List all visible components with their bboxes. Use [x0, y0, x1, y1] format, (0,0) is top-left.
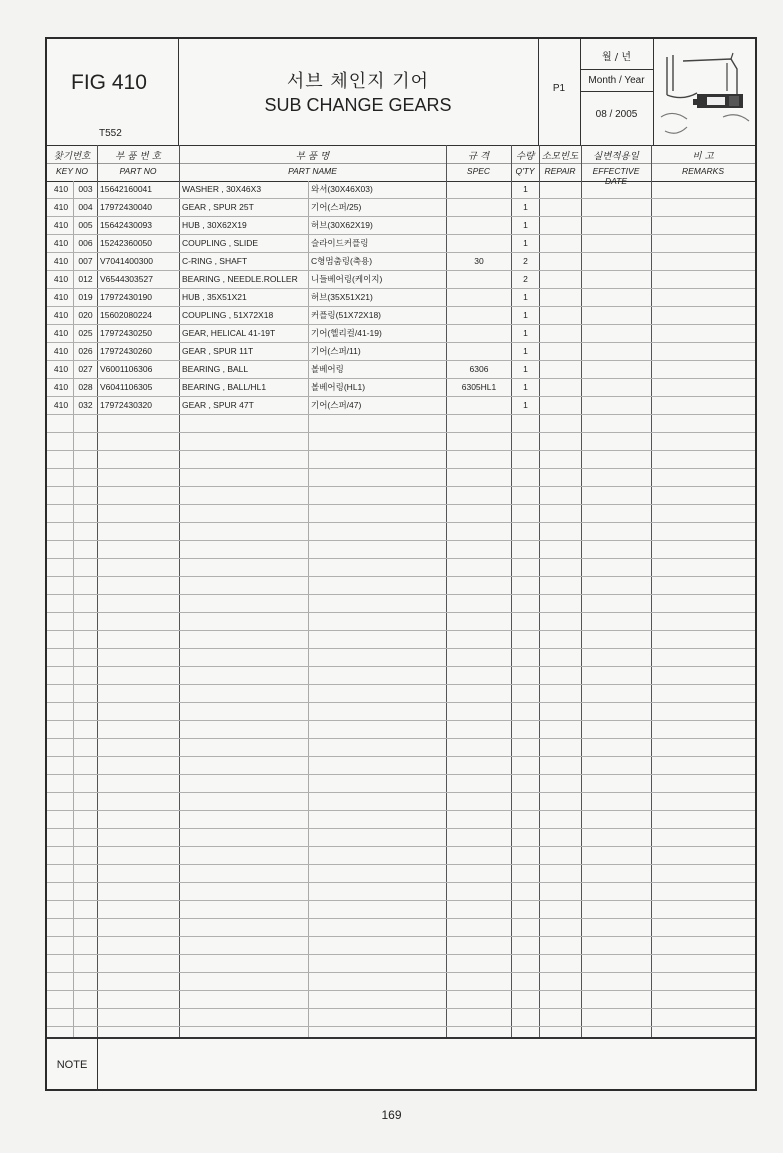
qty-cell: 1 — [523, 328, 528, 338]
table-row — [47, 199, 755, 217]
part-name-ko-cell: 기어(스퍼/47) — [311, 400, 362, 410]
spec-cell — [447, 181, 511, 198]
key-no-cell: 004 — [78, 202, 93, 212]
key-no-cell: 005 — [78, 220, 93, 230]
table-row — [47, 451, 755, 469]
table-row — [47, 559, 755, 577]
part-name-ko-cell: 기어(스퍼/11) — [311, 346, 361, 356]
col-remarks: 비 고 REMARKS — [681, 151, 725, 176]
page-number: 169 — [381, 1108, 402, 1122]
part-name-en-cell: HUB , 30X62X19 — [182, 220, 247, 230]
page-code-cell — [538, 39, 581, 145]
part-name-ko-cell: 커플링(51X72X18) — [311, 310, 381, 320]
part-name-ko-cell: 볼베어링 — [311, 364, 344, 374]
qty-cell: 1 — [523, 292, 528, 302]
table-row — [47, 721, 755, 739]
part-name-ko-cell: 니들베어링(케이지) — [311, 274, 383, 284]
table-row — [47, 667, 755, 685]
table-row — [47, 991, 755, 1009]
part-name-ko-cell: 와셔(30X46X03) — [311, 184, 373, 194]
key-no-cell: 025 — [78, 328, 93, 338]
table-row — [47, 235, 755, 253]
table-row — [47, 811, 755, 829]
key-no-cell: 007 — [78, 256, 93, 266]
part-name-en-cell: COUPLING , SLIDE — [182, 238, 259, 248]
part-no-cell: 17972430040 — [100, 202, 153, 212]
col-spec: 규 격 SPEC — [466, 151, 491, 176]
table-row — [47, 631, 755, 649]
table-row — [47, 595, 755, 613]
spec-cell: 6306 — [469, 364, 489, 374]
table-row — [47, 901, 755, 919]
table-row — [47, 865, 755, 883]
qty-cell: 1 — [523, 382, 528, 392]
key-fig-cell: 410 — [53, 364, 69, 374]
part-no-cell: 17972430190 — [100, 292, 153, 302]
table-row — [47, 397, 755, 415]
note-area — [47, 1037, 755, 1091]
date-divider — [580, 91, 653, 92]
part-no-cell: 15242360050 — [100, 238, 153, 248]
table-row — [47, 793, 755, 811]
date-value: 08 / 2005 — [595, 109, 638, 120]
table-row — [47, 919, 755, 937]
table-row — [47, 253, 755, 271]
part-name-ko-cell: 허브(35X51X21) — [311, 292, 373, 302]
key-no-cell: 027 — [78, 364, 93, 374]
key-fig-cell: 410 — [53, 184, 69, 194]
spec-cell — [447, 217, 511, 234]
qty-cell: 1 — [523, 310, 528, 320]
part-no-cell: V7041400300 — [100, 256, 153, 266]
table-row — [47, 577, 755, 595]
key-fig-cell: 410 — [53, 238, 69, 248]
qty-cell: 1 — [523, 220, 528, 230]
spec-cell: 30 — [474, 256, 484, 266]
parts-sheet — [45, 37, 757, 1091]
qty-cell: 1 — [523, 400, 528, 410]
table-row — [47, 757, 755, 775]
part-no-cell: 17972430250 — [100, 328, 153, 338]
part-no-cell: 17972430260 — [100, 346, 153, 356]
qty-cell: 2 — [523, 256, 528, 266]
qty-cell: 1 — [523, 346, 528, 356]
spec-cell — [447, 397, 511, 414]
tractor-icon — [653, 39, 755, 145]
part-no-cell: V6041106305 — [100, 382, 153, 392]
key-no-cell: 026 — [78, 346, 93, 356]
key-no-cell: 019 — [78, 292, 93, 302]
key-fig-cell: 410 — [53, 274, 69, 284]
key-fig-cell: 410 — [53, 328, 69, 338]
table-row — [47, 271, 755, 289]
column-header-row — [47, 145, 755, 186]
title-cell — [178, 39, 539, 145]
fig-number: FIG 410 — [71, 71, 147, 94]
table-row — [47, 325, 755, 343]
sheet-header — [47, 39, 755, 146]
key-fig-cell: 410 — [53, 310, 69, 320]
table-row — [47, 739, 755, 757]
key-fig-cell: 410 — [53, 382, 69, 392]
part-name-ko-cell: C형멈춤링(축용) — [311, 256, 373, 266]
qty-cell: 1 — [523, 238, 528, 248]
qty-cell: 1 — [523, 364, 528, 374]
qty-cell: 1 — [523, 202, 528, 212]
part-name-en-cell: GEAR , SPUR 47T — [182, 400, 254, 410]
part-name-en-cell: WASHER , 30X46X3 — [182, 184, 262, 194]
part-name-en-cell: HUB , 35X51X21 — [182, 292, 247, 302]
col-effective-date: 실변적용일 EFFECTIVE DATE — [592, 151, 640, 186]
title-english: SUB CHANGE GEARS — [264, 95, 452, 115]
key-no-cell: 003 — [78, 184, 93, 194]
key-no-cell: 028 — [78, 382, 93, 392]
table-row — [47, 649, 755, 667]
qty-cell: 1 — [523, 184, 528, 194]
spec-cell — [447, 289, 511, 306]
table-row — [47, 415, 755, 433]
col-repair: 소모빈도 REPAIR — [541, 151, 579, 176]
col-key: 찾기번호 KEY NO — [53, 151, 91, 176]
table-row — [47, 361, 755, 379]
table-row — [47, 505, 755, 523]
part-name-ko-cell: 기어(헬리컬/41-19) — [311, 328, 382, 338]
part-name-en-cell: C-RING , SHAFT — [182, 256, 248, 266]
table-row — [47, 343, 755, 361]
key-no-cell: 032 — [78, 400, 93, 410]
spec-cell — [447, 199, 511, 216]
date-divider — [580, 69, 653, 70]
header-divider — [47, 163, 755, 164]
part-name-ko-cell: 허브(30X62X19) — [311, 220, 373, 230]
table-row — [47, 613, 755, 631]
date-label-english: Month / Year — [588, 75, 645, 86]
key-fig-cell: 410 — [53, 292, 69, 302]
part-no-cell: 15642430093 — [100, 220, 153, 230]
note-label: NOTE — [47, 1039, 98, 1091]
table-row — [47, 541, 755, 559]
part-name-en-cell: BEARING , NEEDLE.ROLLER — [182, 274, 298, 284]
table-row — [47, 883, 755, 901]
table-row — [47, 181, 755, 199]
table-row — [47, 829, 755, 847]
part-no-cell: V6544303527 — [100, 274, 153, 284]
title-korean: 서브 체인지 기어 — [286, 71, 430, 92]
key-no-cell: 006 — [78, 238, 93, 248]
part-no-cell: 15642160041 — [100, 184, 153, 194]
date-cell — [580, 39, 654, 145]
table-row — [47, 1009, 755, 1027]
key-no-cell: 020 — [78, 310, 93, 320]
key-no-cell: 012 — [78, 274, 93, 284]
parts-table-body — [47, 181, 755, 1037]
part-name-en-cell: COUPLING , 51X72X18 — [182, 310, 274, 320]
key-fig-cell: 410 — [53, 220, 69, 230]
table-row — [47, 289, 755, 307]
part-name-en-cell: GEAR, HELICAL 41-19T — [182, 328, 276, 338]
col-part-name: 부 품 명 PART NAME — [288, 151, 337, 176]
part-name-ko-cell: 슬라이드커플링 — [311, 238, 369, 248]
key-fig-cell: 410 — [53, 346, 69, 356]
part-name-en-cell: BEARING , BALL/HL1 — [182, 382, 267, 392]
table-row — [47, 469, 755, 487]
spec-cell — [447, 235, 511, 252]
spec-cell — [447, 307, 511, 324]
part-no-cell: 15602080224 — [100, 310, 153, 320]
table-row — [47, 973, 755, 991]
table-row — [47, 487, 755, 505]
spec-cell — [447, 271, 511, 288]
date-label-korean: 월 / 년 — [601, 52, 632, 63]
key-fig-cell: 410 — [53, 256, 69, 266]
key-fig-cell: 410 — [53, 202, 69, 212]
table-row — [47, 703, 755, 721]
table-row — [47, 523, 755, 541]
table-row — [47, 937, 755, 955]
table-row — [47, 955, 755, 973]
part-name-en-cell: GEAR , SPUR 11T — [182, 346, 254, 356]
part-name-ko-cell: 볼베어링(HL1) — [311, 382, 366, 392]
table-row — [47, 433, 755, 451]
spec-cell: 6305HL1 — [461, 382, 497, 392]
model-code: T552 — [99, 128, 122, 139]
part-no-cell: V6001106306 — [100, 364, 153, 374]
qty-cell: 2 — [523, 274, 528, 284]
table-row — [47, 307, 755, 325]
spec-cell — [447, 325, 511, 342]
col-qty: 수량 Q'TY — [515, 151, 535, 176]
part-name-en-cell: BEARING , BALL — [182, 364, 249, 374]
part-no-cell: 17972430320 — [100, 400, 153, 410]
part-name-ko-cell: 기어(스퍼/25) — [311, 202, 362, 212]
table-row — [47, 775, 755, 793]
page-code: P1 — [552, 83, 566, 94]
table-row — [47, 217, 755, 235]
key-fig-cell: 410 — [53, 400, 69, 410]
table-row — [47, 379, 755, 397]
table-row — [47, 685, 755, 703]
spec-cell — [447, 343, 511, 360]
part-name-en-cell: GEAR , SPUR 25T — [182, 202, 254, 212]
table-row — [47, 847, 755, 865]
fig-cell — [47, 39, 179, 145]
col-part-no: 부 품 번 호 PART NO — [115, 151, 161, 176]
